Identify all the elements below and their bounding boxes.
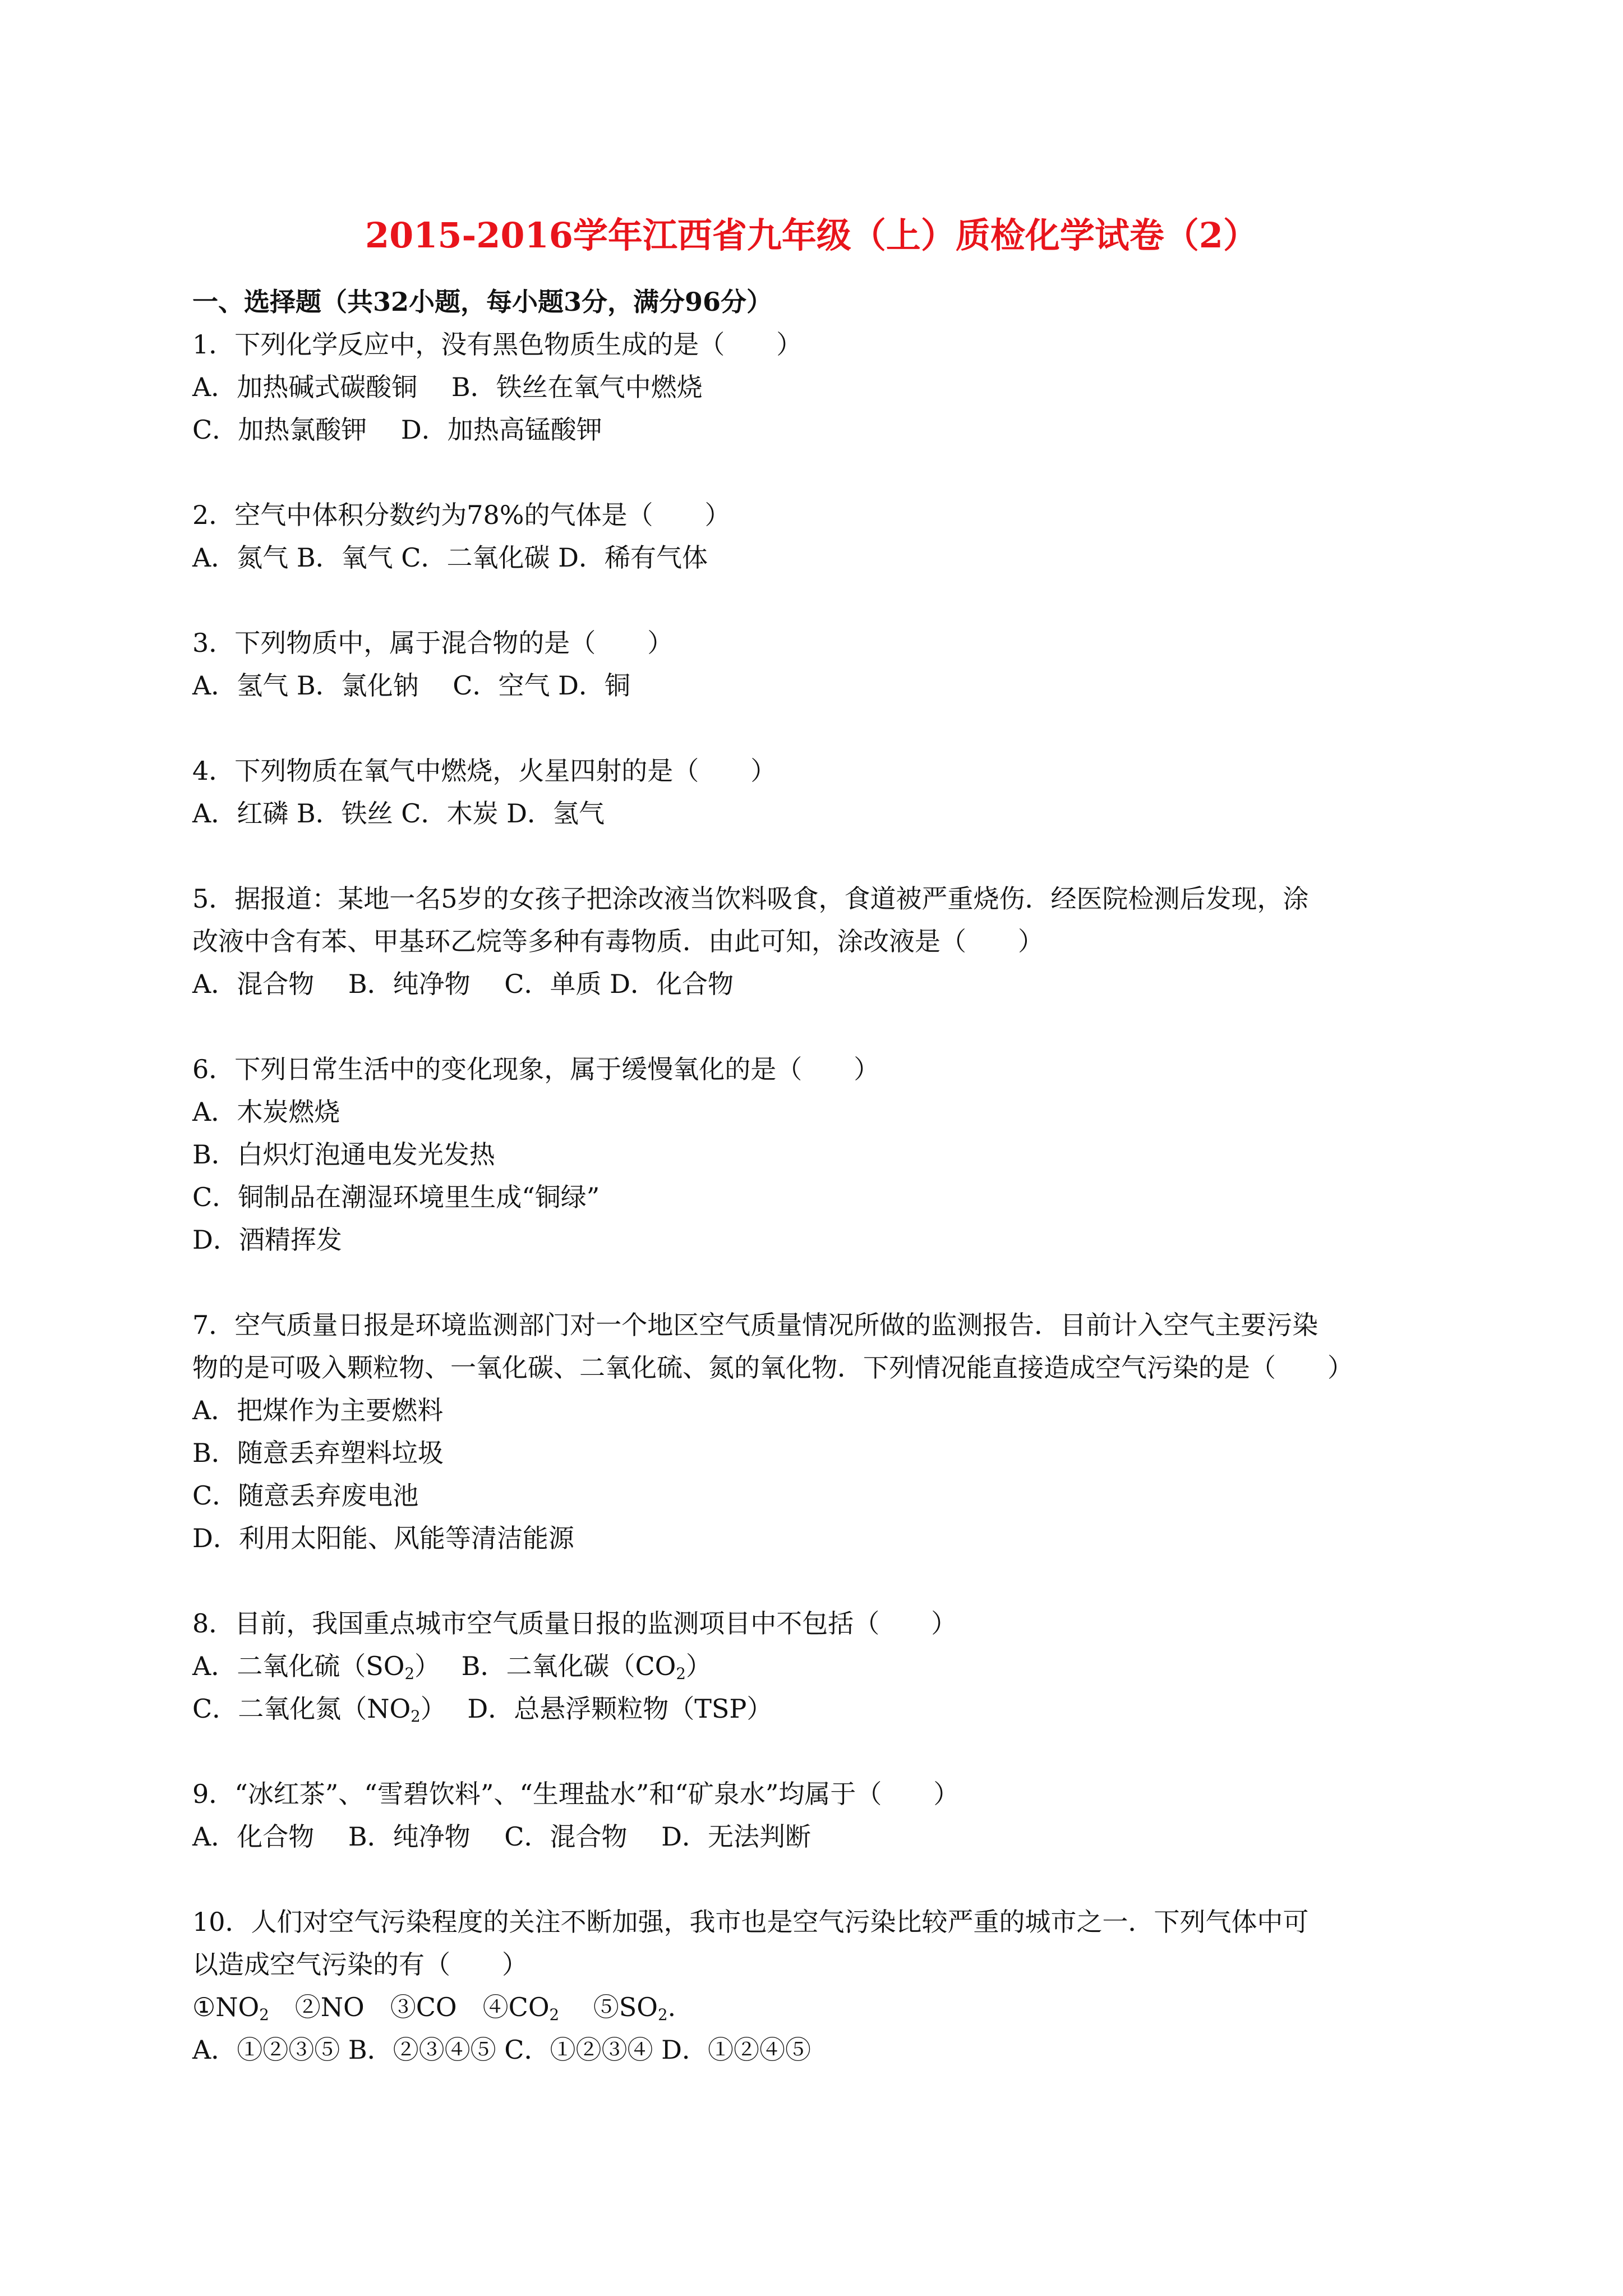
gas-item: ⑤SO [559,1992,658,2022]
question-1 [192,323,1449,451]
question-option: A．木炭燃烧 [192,1097,340,1127]
question-6 [192,1048,1449,1261]
gas-item: ①NO [192,1992,260,2022]
question-options: A．红磷 B．铁丝 C．木炭 D．氢气 [192,798,605,829]
question-option: B．随意丢弃塑料垃圾 [192,1438,444,1468]
question-stem: 8．目前，我国重点城市空气质量日报的监测项目中不包括（ ） [192,1608,957,1639]
option-text: ） D．总悬浮颗粒物（TSP） [420,1694,773,1724]
question-stem: 5．据报道：某地一名5岁的女孩子把涂改液当饮料吸食，食道被严重烧伤．经医院检测后发现，涂 [192,884,1309,914]
question-options: A．氢气 B．氯化钠 C．空气 D．铜 [192,670,630,701]
question-stem: 改液中含有苯、甲基环乙烷等多种有毒物质．由此可知，涂改液是（ ） [192,926,1044,956]
question-options: A．化合物 B．纯净物 C．混合物 D．无法判断 [192,1821,811,1852]
section-heading: 一、选择题（共32小题，每小题3分，满分96分） [192,287,773,317]
subscript: 2 [259,2005,269,2024]
question-stem: 6．下列日常生活中的变化现象，属于缓慢氧化的是（ ） [192,1054,880,1084]
question-options [192,1645,1449,1687]
question-option: D．利用太阳能、风能等清洁能源 [192,1523,574,1553]
question-stem: 2．空气中体积分数约为78%的气体是（ ） [192,500,731,530]
question-stem: 物的是可吸入颗粒物、一氧化碳、二氧化硫、氮的氧化物．下列情况能直接造成空气污染的是（ ） [192,1352,1353,1383]
subscript: 2 [676,1664,686,1683]
question-stem: 9．“冰红茶”、“雪碧饮料”、“生理盐水”和“矿泉水”均属于（ ） [192,1779,960,1809]
question-options: A．氮气 B．氧气 C．二氧化碳 D．稀有气体 [192,542,708,573]
question-3 [192,622,1449,707]
question-2 [192,494,1449,579]
question-7 [192,1304,1449,1559]
question-options: A．混合物 B．纯净物 C．单质 D．化合物 [192,969,734,999]
question-stem: 7．空气质量日报是环境监测部门对一个地区空气质量情况所做的监测报告．目前计入空气主要污染 [192,1310,1318,1340]
question-9 [192,1773,1449,1858]
option-text: ） [685,1651,712,1681]
option-text: C．二氧化氮（NO [192,1694,411,1724]
question-5 [192,877,1449,1005]
question-stem: 4．下列物质在氧气中燃烧，火星四射的是（ ） [192,756,777,786]
question-option: B．白炽灯泡通电发光发热 [192,1139,495,1170]
question-options: C．加热氯酸钾 D．加热高锰酸钾 [192,415,602,445]
exam-title: 2015-2016学年江西省九年级（上）质检化学试卷（2） [365,215,1258,256]
option-text: ） B．二氧化碳（CO [414,1651,676,1681]
exam-content [192,280,1449,2114]
question-options: A．①②③⑤ B．②③④⑤ C．①②③④ D．①②④⑤ [192,2035,811,2065]
option-text: A．二氧化硫（SO [192,1651,405,1681]
subscript: 2 [549,2005,560,2024]
subscript: 2 [657,2005,668,2024]
question-option: C．随意丢弃废电池 [192,1480,419,1511]
question-stem: 3．下列物质中，属于混合物的是（ ） [192,628,674,658]
question-options: A．加热碱式碳酸铜 B．铁丝在氧气中燃烧 [192,372,703,402]
subscript: 2 [411,1706,421,1726]
question-stem: 10．人们对空气污染程度的关注不断加强，我市也是空气污染比较严重的城市之一．下列气体中可 [192,1907,1309,1937]
question-stem: 1．下列化学反应中，没有黑色物质生成的是（ ） [192,329,803,360]
question-4 [192,749,1449,835]
question-option: D．酒精挥发 [192,1225,342,1255]
question-10 [192,1901,1449,2071]
question-options [192,1687,1449,1730]
question-option: C．铜制品在潮湿环境里生成“铜绿” [192,1182,600,1212]
gas-item: ②NO ③CO ④CO [269,1992,550,2022]
subscript: 2 [404,1664,415,1683]
question-stem: 以造成空气污染的有（ ） [192,1949,528,1980]
question-8 [192,1602,1449,1730]
gas-list [192,1986,1449,2028]
question-option: A．把煤作为主要燃料 [192,1395,444,1425]
gas-item: . [667,1992,676,2022]
